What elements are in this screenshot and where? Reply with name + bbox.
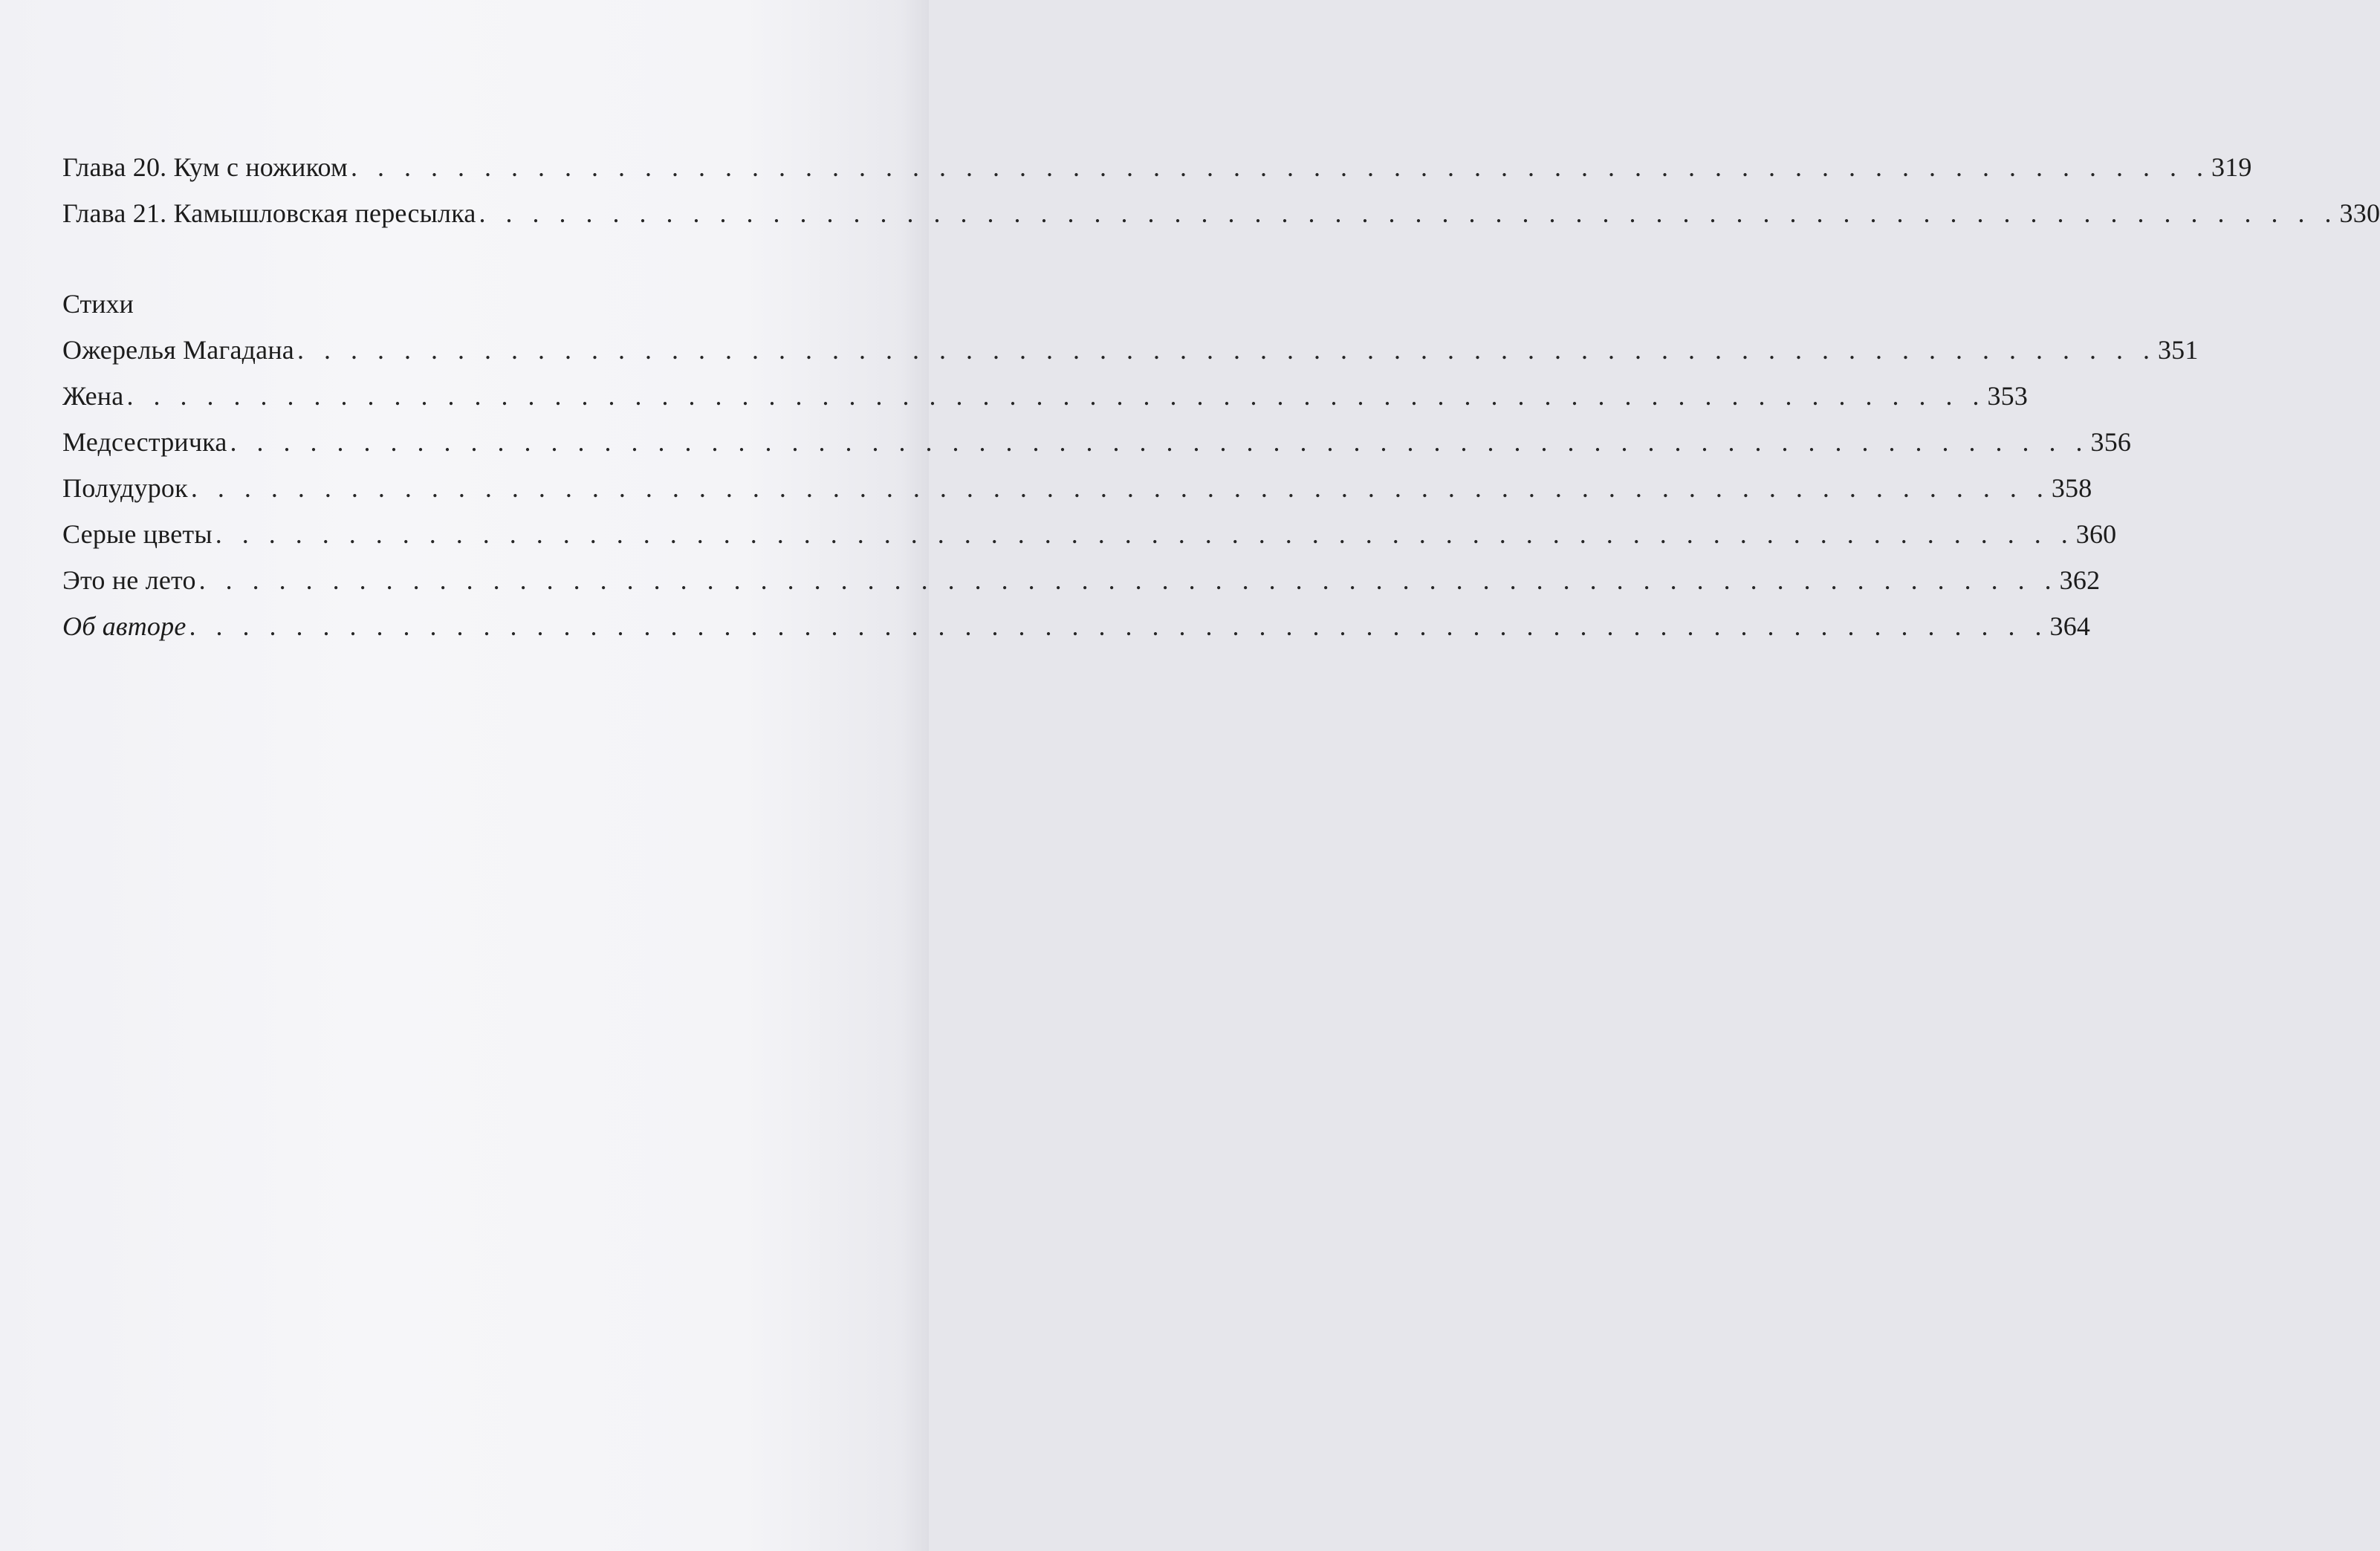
toc-entry-page: 351 (2157, 335, 2199, 365)
dot-leader: . . . . . . . . . . . . . . . . . . . . . . . . . . . . . . . . . . . . . . . . . . . . . . . . . . . . . . . . . . . . . . . . . . . . . . (230, 427, 2089, 457)
toc-entry-page: 364 (2049, 611, 2091, 641)
dot-leader: . . . . . . . . . . . . . . . . . . . . . . . . . . . . . . . . . . . . . . . . . . . . . . . . . . . . . . . . . . . . . . . . . . . . . . (189, 611, 2049, 641)
toc-entry-page: 362 (2059, 565, 2101, 595)
dot-leader: . . . . . . . . . . . . . . . . . . . . . . . . . . . . . . . . . . . . . . . . . . . . . . . . . . . . . . . . . . . . . . . . . . . . . . (190, 473, 2050, 503)
dot-leader: . . . . . . . . . . . . . . . . . . . . . . . . . . . . . . . . . . . . . . . . . . . . . . . . . . . . . . . . . . . . . . . . . . . . . . (351, 152, 2211, 182)
toc-entry-title: Полудурок (62, 473, 188, 503)
toc-entry (62, 144, 2252, 190)
section-spacer (62, 236, 872, 281)
toc-entry-page: 358 (2051, 473, 2092, 503)
toc-entry-title: Жена (62, 381, 124, 411)
toc-entry-page: 356 (2090, 427, 2132, 457)
toc-entry-about-author (62, 603, 2091, 649)
toc-entry-page: 353 (1987, 381, 2029, 411)
section-heading: Стихи (62, 289, 134, 319)
dot-leader: . . . . . . . . . . . . . . . . . . . . . . . . . . . . . . . . . . . . . . . . . . . . . . . . . . . . . . . . . . . . . . . . . . . . . . (479, 198, 2338, 228)
toc-entry-title: Глава 20. Кум с ножиком (62, 152, 348, 182)
toc-entry-title: Глава 21. Камышловская пересылка (62, 198, 476, 228)
toc-entry-page: 330 (2339, 198, 2380, 228)
toc-entry (62, 327, 2199, 373)
toc-entry-title: Это не лето (62, 565, 196, 595)
toc-entry (62, 511, 2117, 557)
table-of-contents (62, 144, 2380, 649)
toc-entry (62, 465, 2092, 511)
dot-leader: . . . . . . . . . . . . . . . . . . . . . . . . . . . . . . . . . . . . . . . . . . . . . . . . . . . . . . . . . . . . . . . . . . . . . . (126, 381, 1986, 411)
toc-entry (62, 557, 2101, 603)
toc-entry-title: Медсестричка (62, 427, 227, 457)
toc-entry (62, 190, 2380, 236)
dot-leader: . . . . . . . . . . . . . . . . . . . . . . . . . . . . . . . . . . . . . . . . . . . . . . . . . . . . . . . . . . . . . . . . . . . . . . (215, 519, 2075, 549)
toc-entry (62, 419, 2132, 465)
toc-entry-title: Об авторе (62, 611, 187, 641)
toc-entry-page: 360 (2075, 519, 2117, 549)
toc-entry (62, 373, 2029, 419)
toc-entry-title: Серые цветы (62, 519, 213, 549)
toc-entry-title: Ожерелья Магадана (62, 335, 294, 365)
toc-entry-page: 319 (2211, 152, 2252, 182)
dot-leader: . . . . . . . . . . . . . . . . . . . . . . . . . . . . . . . . . . . . . . . . . . . . . . . . . . . . . . . . . . . . . . . . . . . . . . (198, 565, 2058, 595)
dot-leader: . . . . . . . . . . . . . . . . . . . . . . . . . . . . . . . . . . . . . . . . . . . . . . . . . . . . . . . . . . . . . . . . . . . . . . (296, 335, 2156, 365)
